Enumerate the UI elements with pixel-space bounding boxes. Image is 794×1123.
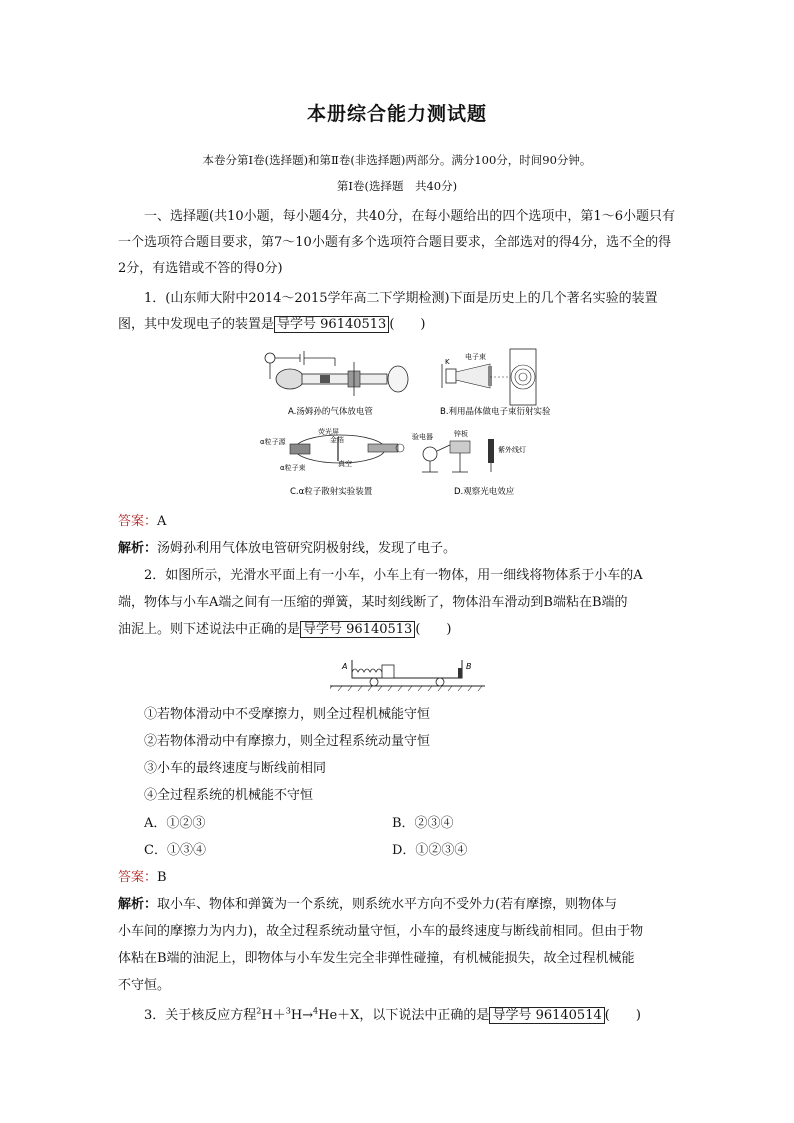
question-1-figure xyxy=(260,344,560,504)
label-electroscope: 验电器 xyxy=(412,433,433,441)
question-2-line-2: 端，物体与小车A端之间有一压缩的弹簧，某时刻线断了，物体沿车滑动到B端粘在B端的 xyxy=(118,595,628,610)
label-uv-lamp: 紫外线灯 xyxy=(498,446,526,454)
analysis-label: 解析： xyxy=(118,897,158,912)
question-3 xyxy=(144,1004,641,1023)
question-3-paren: ( ) xyxy=(604,1008,641,1023)
question-3-text-rest: He＋X，以下说法中正确的是 xyxy=(318,1008,490,1023)
label-alpha-source: α粒子源 xyxy=(260,438,286,446)
thomson-tube-diagram xyxy=(265,351,408,396)
section-intro: 一、选择题(共10小题，每小题4分，共40分，在每小题给出的四个选项中，第1～6小题只有一个选项符合题目要求，第7～10小题有多个选项符合题目要求，全部选对的得4分，选不全的得2分，有选错或不答的得0分) xyxy=(118,209,675,276)
label-zinc-plate: 锌板 xyxy=(454,430,468,438)
statement-4: ④全过程系统的机械能不守恒 xyxy=(144,788,314,803)
analysis-label: 解析： xyxy=(118,541,158,556)
question-1-analysis xyxy=(118,537,456,556)
statement-2: ②若物体滑动中有摩擦力，则全过程系统动量守恒 xyxy=(144,734,431,749)
question-1-answer xyxy=(118,510,166,529)
nuclide-2: H→ xyxy=(290,1008,314,1023)
label-alpha-beam: α粒子束 xyxy=(280,464,306,472)
answer-label: 答案： xyxy=(118,870,158,885)
photoelectric-diagram xyxy=(422,439,494,472)
label-screen: 荧光屏 xyxy=(318,428,339,436)
analysis-text: 汤姆孙利用气体放电管研究阴极射线，发现了电子。 xyxy=(157,541,457,556)
answer-value: B xyxy=(157,870,167,885)
question-2-analysis-1 xyxy=(118,893,617,912)
statement-1: ①若物体滑动中不受摩擦力，则全过程机械能守恒 xyxy=(144,707,431,722)
statement-3: ③小车的最终速度与断线前相同 xyxy=(144,761,327,776)
question-3-code[interactable]: 导学号 96140514 xyxy=(489,1007,604,1024)
caption-d: D.观察光电效应 xyxy=(454,487,515,497)
label-electron-beam: 电子束 xyxy=(465,353,486,361)
question-1 xyxy=(118,286,678,338)
option-c[interactable]: C．①③④ xyxy=(144,843,206,858)
question-2-paren: ( ) xyxy=(415,622,452,637)
exam-info: 本卷分第Ⅰ卷(选择题)和第Ⅱ卷(非选择题)两部分。满分100分，时间90分钟。 xyxy=(202,153,592,167)
label-end-b: B xyxy=(466,662,472,671)
diffraction-diagram xyxy=(442,349,536,405)
question-2-analysis-2: 小车间的摩擦力为内力)，故全过程系统动量守恒，小车的最终速度与断线前相同。但由于物 xyxy=(118,924,644,939)
answer-value: A xyxy=(157,514,167,529)
question-2-text: 油泥上。则下述说法中正确的是 xyxy=(118,622,301,637)
question-1-text: 1．(山东师大附中2014～2015学年高二下学期检测)下面是历史上的几个著名实验的装置图，其中发现电子的装置是 xyxy=(118,291,658,332)
question-2-analysis-3: 体粘在B端的油泥上，即物体与小车发生完全非弹性碰撞，有机械能损失，故全过程机械能 xyxy=(118,951,635,966)
label-vacuum: 真空 xyxy=(338,460,352,468)
analysis-text: 取小车、物体和弹簧为一个系统，则系统水平方向不受外力(若有摩擦，则物体与 xyxy=(157,897,618,912)
page-title: 本册综合能力测试题 xyxy=(306,103,487,125)
label-foil: 金箔 xyxy=(330,436,344,444)
label-k: K xyxy=(445,358,450,366)
question-2-code[interactable]: 导学号 96140513 xyxy=(300,621,415,638)
alpha-scattering-diagram xyxy=(290,435,404,463)
question-2-line-3 xyxy=(118,618,451,637)
question-2-figure xyxy=(330,654,490,692)
option-a[interactable]: A．①②③ xyxy=(144,816,206,831)
option-d[interactable]: D．①②③④ xyxy=(392,843,468,858)
mass-number-2: 3 xyxy=(285,1006,291,1016)
mass-number-1: 2 xyxy=(256,1006,262,1016)
caption-b: B.利用晶体做电子束衍射实验 xyxy=(440,407,551,417)
question-1-paren: ( ) xyxy=(389,317,426,332)
question-3-text: 3．关于核反应方程 xyxy=(144,1008,257,1023)
question-2-analysis-4: 不守恒。 xyxy=(118,978,171,993)
label-end-a: A xyxy=(342,662,348,671)
question-2-line-1: 2．如图所示，光滑水平面上有一小车，小车上有一物体，用一细线将物体系于小车的A xyxy=(144,568,643,583)
nuclide-1: H＋ xyxy=(261,1008,286,1023)
answer-label: 答案： xyxy=(118,514,158,529)
caption-a: A.汤姆孙的气体放电管 xyxy=(288,407,373,417)
option-b[interactable]: B．②③④ xyxy=(392,816,454,831)
caption-c: C.α粒子散射实验装置 xyxy=(290,487,373,497)
question-1-code[interactable]: 导学号 96140513 xyxy=(274,316,389,333)
mass-number-3: 4 xyxy=(313,1006,319,1016)
part-heading: 第Ⅰ卷(选择题 共40分) xyxy=(336,179,458,193)
question-2-answer xyxy=(118,866,167,885)
